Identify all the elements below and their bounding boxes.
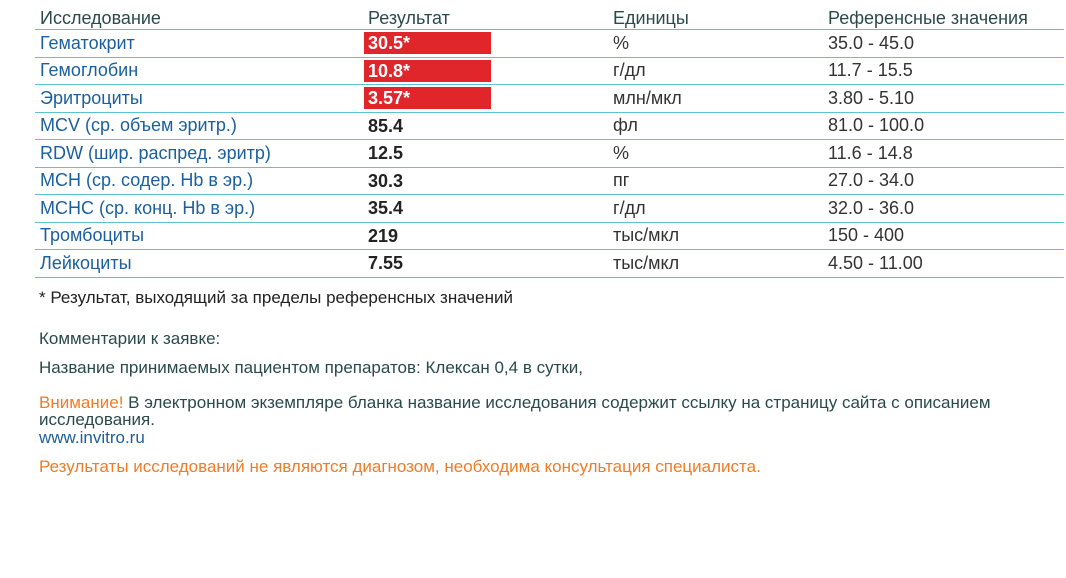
test-reference: 27.0 - 34.0 — [823, 167, 1064, 195]
table-row — [35, 85, 1064, 113]
result-value: 30.3 — [368, 170, 404, 191]
test-result — [363, 222, 608, 250]
result-value: 12.5 — [368, 143, 404, 164]
test-name-link[interactable]: MCH (ср. содер. Hb в эр.) — [35, 167, 363, 195]
warning-note — [39, 394, 1064, 428]
abnormal-footnote: * Результат, выходящий за пределы референсных значений — [39, 288, 513, 307]
table-row — [35, 112, 1064, 140]
test-name-link[interactable]: Тромбоциты — [35, 222, 363, 250]
table-header-row — [35, 2, 1064, 30]
result-value: 219 — [368, 225, 399, 246]
comments-title: Комментарии к заявке: — [39, 329, 221, 348]
comments-text: Название принимаемых пациентом препаратов: Клексан 0,4 в сутки, — [39, 358, 584, 377]
test-units: пг — [608, 167, 823, 195]
test-name-link[interactable]: Гематокрит — [35, 30, 363, 58]
table-row — [35, 250, 1064, 278]
table-row — [35, 167, 1064, 195]
header-reference: Референсные значения — [823, 2, 1064, 30]
test-name-link[interactable]: Лейкоциты — [35, 250, 363, 278]
abnormal-result-value: 10.8* — [364, 60, 491, 82]
warning-text: В электронном экземпляре бланка название исследования содержит ссылку на страницу сайта с описанием исследования. — [39, 393, 991, 429]
result-value: 85.4 — [368, 115, 404, 136]
test-result — [363, 140, 608, 168]
result-value: 35.4 — [368, 198, 404, 219]
warning-label: Внимание! — [39, 393, 124, 412]
test-reference: 11.6 - 14.8 — [823, 140, 1064, 168]
test-units: г/дл — [608, 195, 823, 223]
test-units: % — [608, 30, 823, 58]
abnormal-result-value: 3.57* — [364, 87, 491, 109]
test-result — [363, 85, 608, 113]
table-row — [35, 57, 1064, 85]
test-result — [363, 112, 608, 140]
site-link[interactable]: www.invitro.ru — [39, 428, 145, 447]
test-reference: 35.0 - 45.0 — [823, 30, 1064, 58]
test-result — [363, 57, 608, 85]
test-name-link[interactable]: RDW (шир. распред. эритр) — [35, 140, 363, 168]
test-units: % — [608, 140, 823, 168]
test-name-link[interactable]: MCV (ср. объем эритр.) — [35, 112, 363, 140]
test-units: млн/мкл — [608, 85, 823, 113]
test-reference: 3.80 - 5.10 — [823, 85, 1064, 113]
header-result: Результат — [363, 2, 608, 30]
test-reference: 32.0 - 36.0 — [823, 195, 1064, 223]
table-row — [35, 222, 1064, 250]
test-result — [363, 30, 608, 58]
result-value: 7.55 — [368, 253, 404, 274]
test-reference: 81.0 - 100.0 — [823, 112, 1064, 140]
test-units: тыс/мкл — [608, 250, 823, 278]
results-table — [35, 2, 1064, 278]
test-name-link[interactable]: Гемоглобин — [35, 57, 363, 85]
header-units: Единицы — [608, 2, 823, 30]
table-row — [35, 30, 1064, 58]
disclaimer: Результаты исследований не являются диагнозом, необходима консультация специалиста. — [39, 457, 761, 476]
test-units: фл — [608, 112, 823, 140]
table-row — [35, 195, 1064, 223]
test-reference: 4.50 - 11.00 — [823, 250, 1064, 278]
test-reference: 11.7 - 15.5 — [823, 57, 1064, 85]
results-body — [35, 30, 1064, 278]
test-result — [363, 250, 608, 278]
test-reference: 150 - 400 — [823, 222, 1064, 250]
test-units: тыс/мкл — [608, 222, 823, 250]
test-name-link[interactable]: MCHC (ср. конц. Hb в эр.) — [35, 195, 363, 223]
test-result — [363, 195, 608, 223]
test-name-link[interactable]: Эритроциты — [35, 85, 363, 113]
table-row — [35, 140, 1064, 168]
test-result — [363, 167, 608, 195]
abnormal-result-value: 30.5* — [364, 32, 491, 54]
header-test: Исследование — [35, 2, 363, 30]
test-units: г/дл — [608, 57, 823, 85]
